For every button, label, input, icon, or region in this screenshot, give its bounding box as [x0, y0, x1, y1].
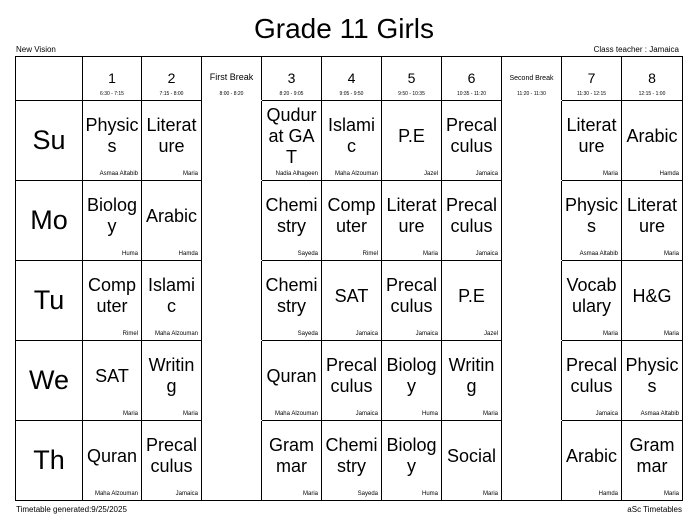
break-cell: [202, 181, 262, 261]
lesson-cell: [322, 341, 382, 421]
subject-name: Grammar: [269, 435, 314, 476]
period-number: 5: [407, 70, 416, 86]
teacher-name: Asmaa Altabib: [579, 251, 618, 257]
lesson-cell: [142, 181, 202, 261]
period-header: [262, 57, 322, 101]
subject-name: Arabic: [565, 445, 618, 466]
teacher-name: Asmaa Altabib: [640, 411, 679, 417]
teacher-name: Jamaica: [595, 411, 618, 417]
lesson-cell: [322, 181, 382, 261]
period-time: 9:05 - 9:50: [339, 91, 364, 97]
subject-name: Qudurat GAT: [266, 104, 317, 167]
teacher-name: Maria: [302, 491, 318, 497]
subject-name: P.E: [398, 125, 425, 146]
break-header: [202, 57, 262, 101]
teacher-name: Maria: [602, 171, 618, 177]
lesson-cell: [442, 341, 502, 421]
subject-name: Chemistry: [265, 195, 318, 236]
lesson-cell: [562, 261, 622, 341]
lesson-cell: [322, 101, 382, 181]
period-time: 10:35 - 11:20: [456, 91, 487, 97]
period-time: 9:50 - 10:35: [398, 91, 425, 97]
day-label: Tu: [33, 285, 65, 315]
teacher-name: Asmaa Altabib: [99, 171, 138, 177]
lesson-cell: [622, 181, 683, 261]
teacher-name: Maria: [663, 491, 679, 497]
teacher-name: Jazel: [423, 171, 438, 177]
lesson-cell: [562, 421, 622, 501]
subject-name: Writing: [148, 355, 195, 396]
subject-name: Islamic: [147, 275, 195, 316]
teacher-name: Hamda: [178, 251, 198, 257]
lesson-cell: [83, 261, 142, 341]
subject-name: Writing: [448, 355, 495, 396]
lesson-cell: [142, 341, 202, 421]
teacher-name: Hamda: [598, 491, 618, 497]
timetable-grid: [15, 56, 683, 501]
break-cell: [502, 341, 562, 421]
teacher-name: Sayeda: [297, 251, 318, 257]
lesson-cell: [622, 261, 683, 341]
subject-name: Quran: [86, 445, 138, 466]
subject-name: Precalculus: [325, 355, 378, 396]
subject-name: Biology: [386, 355, 437, 396]
day-cell: [16, 341, 83, 421]
subject-name: Grammar: [629, 435, 675, 476]
period-header: [322, 57, 382, 101]
lesson-cell: [562, 341, 622, 421]
subject-name: Precalculus: [565, 355, 618, 396]
day-cell: [16, 421, 83, 501]
lesson-cell: [442, 421, 502, 501]
break-cell: [502, 421, 562, 501]
subject-name: SAT: [95, 365, 129, 386]
period-header: [382, 57, 442, 101]
teacher-name: Sayeda: [297, 331, 318, 337]
teacher-name: Nadia Alhageen: [275, 171, 318, 177]
teacher-name: Maria: [422, 251, 438, 257]
lesson-cell: [382, 181, 442, 261]
subject-name: Arabic: [145, 205, 198, 226]
day-cell: [16, 261, 83, 341]
lesson-cell: [442, 101, 502, 181]
class-teacher: Class teacher : Jamaica: [593, 45, 679, 54]
lesson-cell: [442, 261, 502, 341]
subject-name: H&G: [632, 285, 672, 306]
teacher-name: Jamaica: [355, 331, 378, 337]
period-header: [83, 57, 142, 101]
lesson-cell: [83, 421, 142, 501]
teacher-name: Jazel: [483, 331, 498, 337]
lesson-cell: [83, 341, 142, 421]
period-time: 8:00 - 8:20: [219, 91, 244, 97]
teacher-name: Maha Alzouman: [154, 331, 198, 337]
lesson-cell: [262, 261, 322, 341]
period-header: [442, 57, 502, 101]
subject-name: Precalculus: [445, 195, 498, 236]
lesson-cell: [142, 101, 202, 181]
period-number: 2: [167, 70, 176, 86]
subject-name: P.E: [458, 285, 485, 306]
lesson-cell: [382, 341, 442, 421]
period-time: 11:30 - 12:15: [576, 91, 607, 97]
corner-cell: [16, 57, 83, 101]
subject-name: Literature: [626, 195, 678, 236]
period-header: [142, 57, 202, 101]
school-name: New Vision: [16, 45, 56, 54]
teacher-name: Maria: [482, 491, 498, 497]
subject-name: Precalculus: [145, 435, 198, 476]
subject-name: Computer: [327, 195, 376, 236]
day-row: [16, 341, 683, 421]
day-label: Mo: [30, 205, 68, 235]
teacher-name: Huma: [421, 491, 438, 497]
subject-name: Quran: [266, 365, 317, 386]
subject-name: Literature: [386, 195, 437, 236]
lesson-cell: [83, 101, 142, 181]
subject-name: Physics: [85, 115, 139, 156]
teacher-name: Maha Alzouman: [94, 491, 138, 497]
subject-name: Islamic: [327, 115, 375, 156]
lesson-cell: [442, 181, 502, 261]
period-header: [562, 57, 622, 101]
period-header: [622, 57, 683, 101]
period-number: 3: [287, 70, 296, 86]
break-cell: [502, 261, 562, 341]
subject-name: Social: [446, 445, 497, 466]
period-time: 7:15 - 8:00: [159, 91, 184, 97]
subject-name: Computer: [87, 275, 136, 316]
period-number: 6: [467, 70, 476, 86]
break-name: First Break: [209, 72, 254, 82]
lesson-cell: [142, 261, 202, 341]
day-row: [16, 101, 683, 181]
break-cell: [202, 261, 262, 341]
lesson-cell: [382, 261, 442, 341]
lesson-cell: [622, 421, 683, 501]
lesson-cell: [262, 181, 322, 261]
teacher-name: Huma: [121, 251, 138, 257]
subject-name: Precalculus: [385, 275, 438, 316]
subject-name: Chemistry: [325, 435, 378, 476]
day-label: Th: [33, 445, 65, 475]
teacher-name: Jamaica: [175, 491, 198, 497]
subject-name: Biology: [86, 195, 138, 236]
teacher-name: Jamaica: [475, 251, 498, 257]
teacher-name: Jamaica: [475, 171, 498, 177]
break-cell: [202, 341, 262, 421]
lesson-cell: [622, 341, 683, 421]
teacher-name: Maha Alzouman: [274, 411, 318, 417]
teacher-name: Maha Alzouman: [334, 171, 378, 177]
period-number: 7: [587, 70, 596, 86]
break-cell: [202, 101, 262, 181]
period-number: 8: [648, 70, 656, 86]
lesson-cell: [382, 101, 442, 181]
lesson-cell: [262, 341, 322, 421]
teacher-name: Sayeda: [357, 491, 378, 497]
break-cell: [202, 421, 262, 501]
generated-date: Timetable generated:9/25/2025: [16, 505, 127, 514]
day-row: [16, 181, 683, 261]
subject-name: SAT: [334, 285, 369, 306]
teacher-name: Huma: [421, 411, 438, 417]
subject-name: Physics: [625, 355, 679, 396]
subject-name: Biology: [386, 435, 437, 476]
day-label: Su: [32, 125, 66, 155]
teacher-name: Jamaica: [355, 411, 378, 417]
period-time: 11:20 - 11:30: [517, 91, 546, 97]
break-cell: [502, 101, 562, 181]
subject-name: Chemistry: [265, 275, 318, 316]
lesson-cell: [562, 101, 622, 181]
subject-name: Literature: [146, 115, 197, 156]
period-time: 12:15 - 1:00: [638, 91, 666, 97]
day-cell: [16, 101, 83, 181]
generator-name: aSc Timetables: [627, 505, 682, 514]
break-header: [502, 57, 562, 101]
period-number: 4: [347, 70, 356, 86]
lesson-cell: [262, 421, 322, 501]
subject-name: Physics: [564, 195, 618, 236]
subject-name: Literature: [566, 115, 617, 156]
teacher-name: Maria: [182, 411, 198, 417]
day-cell: [16, 181, 83, 261]
break-name: Second Break: [509, 75, 554, 82]
lesson-cell: [142, 421, 202, 501]
period-time: 8:20 - 9:05: [279, 91, 304, 97]
teacher-name: Rimel: [362, 251, 378, 257]
lesson-cell: [382, 421, 442, 501]
lesson-cell: [322, 421, 382, 501]
teacher-name: Maria: [182, 171, 198, 177]
day-row: [16, 261, 683, 341]
teacher-name: Maria: [122, 411, 138, 417]
subject-name: Arabic: [626, 125, 678, 146]
teacher-name: Jamaica: [415, 331, 438, 337]
teacher-name: Maria: [663, 331, 679, 337]
period-number: 1: [108, 70, 116, 86]
lesson-cell: [622, 101, 683, 181]
break-cell: [502, 181, 562, 261]
period-time: 6:30 - 7:15: [100, 91, 124, 97]
subject-name: Vocabulary: [566, 275, 617, 316]
timetable-title: Grade 11 Girls: [254, 13, 434, 44]
lesson-cell: [322, 261, 382, 341]
lesson-cell: [562, 181, 622, 261]
teacher-name: Maria: [482, 411, 498, 417]
lesson-cell: [262, 101, 322, 181]
day-label: We: [28, 365, 69, 395]
teacher-name: Maria: [663, 251, 679, 257]
teacher-name: Maria: [602, 331, 618, 337]
lesson-cell: [83, 181, 142, 261]
teacher-name: Hamda: [659, 171, 679, 177]
teacher-name: Rimel: [122, 331, 138, 337]
day-row: [16, 421, 683, 501]
subject-name: Precalculus: [445, 115, 498, 156]
